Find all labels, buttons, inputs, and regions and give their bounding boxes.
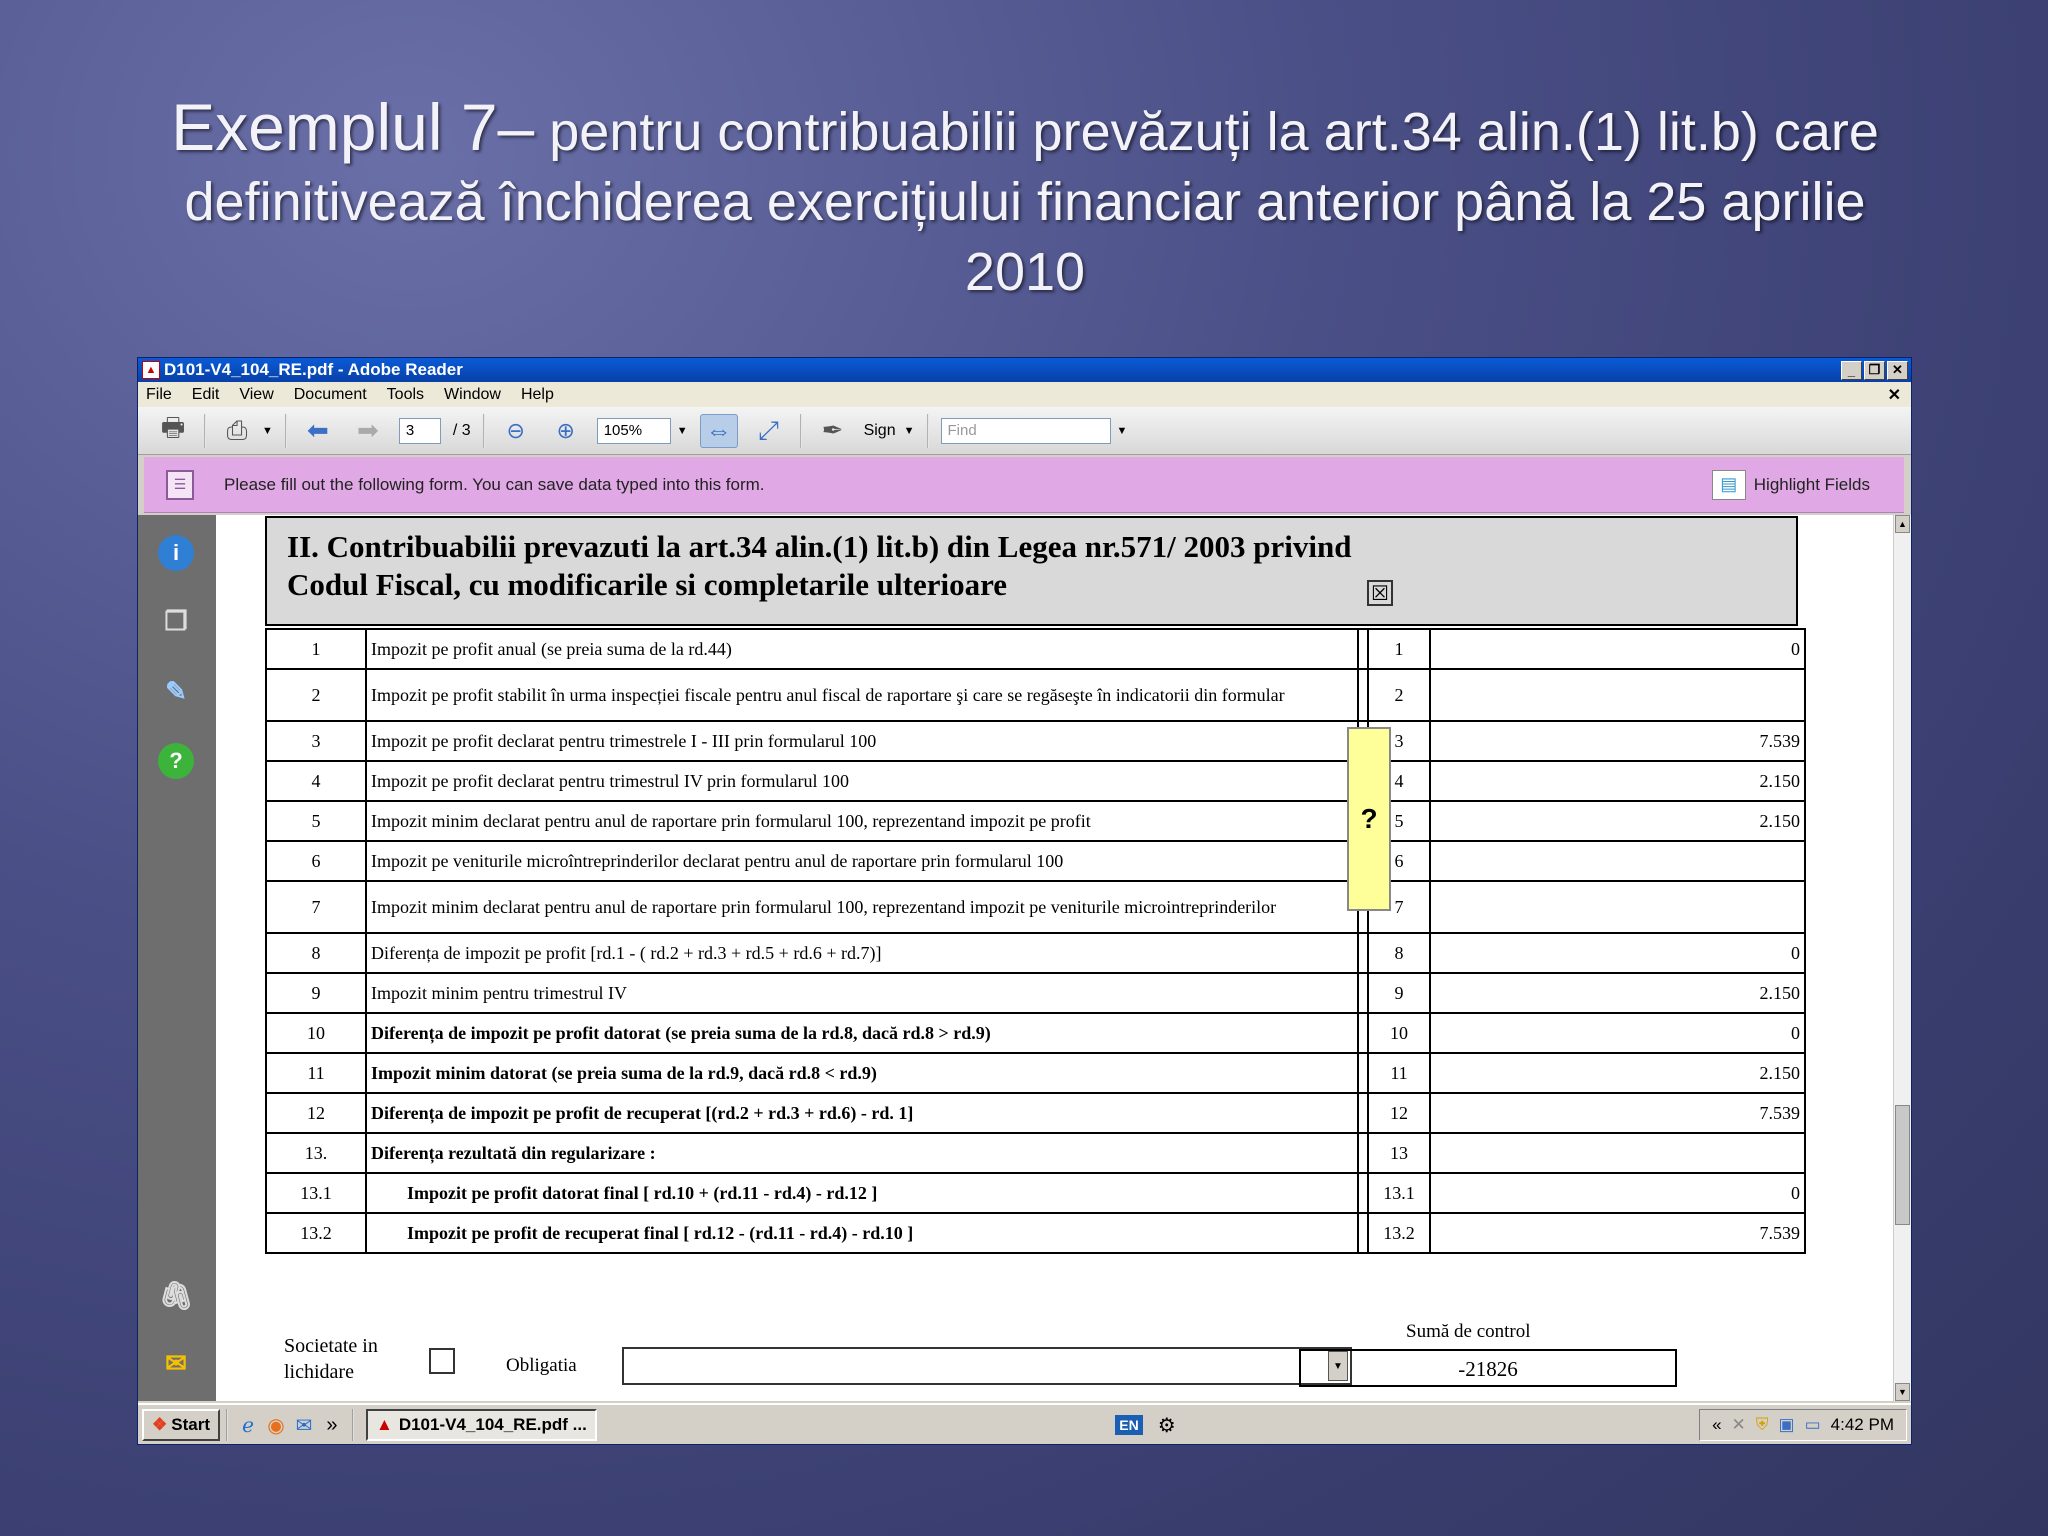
societate-label-2: lichidare [284,1361,354,1383]
display-icon[interactable]: ▣ [1778,1415,1795,1434]
menu-bar [138,382,1911,407]
suma-control-field[interactable]: -21826 [1299,1349,1677,1387]
title-bar [138,358,1911,382]
scroll-down-icon[interactable]: ▼ [1895,1383,1910,1401]
highlight-fields-label: Highlight Fields [1753,474,1870,494]
fit-page-icon[interactable]: ⤢ [758,414,779,445]
quicklaunch-more-icon[interactable]: » [326,1413,338,1436]
row-description: Diferența de impozit pe profit [rd.1 - ( rd.2 + rd.3 + rd.5 + rd.6 + rd.7)] [366,933,1358,973]
next-page-icon[interactable]: ➡ [356,415,379,445]
highlight-fields-button[interactable] [1712,470,1870,500]
row-spacer [1358,629,1368,669]
toolbar-separator [285,414,287,448]
window-title: D101-V4_104_RE.pdf - Adobe Reader [164,360,463,379]
system-tray [1699,1409,1907,1441]
form-message: Please fill out the following form. You can save data typed into this form. [224,474,765,494]
table-row [266,721,1805,761]
row-description: Impozit pe profit de recuperat final [ rd.12 - (rd.11 - rd.4) - rd.10 ] [366,1213,1358,1253]
chevron-down-icon[interactable]: ▼ [903,424,915,437]
table-row [266,761,1805,801]
row-number: 13.2 [266,1213,366,1253]
slide-title [120,92,1930,307]
table-row [266,629,1805,669]
attachments-icon[interactable]: 🖇 [158,1279,194,1311]
table-row [266,1133,1805,1173]
row-code: 6 [1368,841,1430,881]
row-value-field[interactable] [1430,841,1805,881]
toolbar-separator [483,414,485,448]
row-code: 7 [1368,881,1430,933]
start-label: Start [171,1415,210,1434]
row-value-field[interactable]: 2.150 [1430,801,1805,841]
menu-help[interactable]: Help [520,385,554,403]
row-number: 9 [266,973,366,1013]
form-notification-bar [144,457,1904,513]
chevron-down-icon[interactable]: ▼ [262,424,273,437]
form-icon: ☰ [166,470,194,500]
sign-button[interactable]: Sign [863,421,896,439]
row-number: 8 [266,933,366,973]
comments-icon[interactable]: ✉ [165,1347,187,1378]
row-number: 4 [266,761,366,801]
row-spacer [1358,669,1368,721]
row-number: 11 [266,1053,366,1093]
menu-document[interactable]: Document [293,385,367,403]
row-code: 13.1 [1368,1173,1430,1213]
help-tooltip-icon[interactable]: ? [1347,727,1391,911]
zoom-in-icon[interactable]: ⊕ [556,417,575,443]
signatures-icon[interactable]: ✎ [165,675,187,706]
navigation-panel [138,515,216,1401]
document-page [216,515,1896,1401]
row-number: 1 [266,629,366,669]
row-description: Impozit minim pentru trimestrul IV [366,973,1358,1013]
row-description: Impozit pe veniturile microîntreprinderilor declarat pentru anul de raportare prin formularul 100 [366,841,1358,881]
row-description: Impozit pe profit stabilit în urma inspecției fiscale pentru anul fiscal de raportare şi care se regăseşte în indicatorii din formular [366,669,1358,721]
row-number: 6 [266,841,366,881]
table-row [266,1053,1805,1093]
row-value-field[interactable] [1430,1133,1805,1173]
toolbar [138,407,1911,455]
row-number: 2 [266,669,366,721]
row-description: Impozit minim declarat pentru anul de raportare prin formularul 100, reprezentand impozit pe profit [366,801,1358,841]
row-code: 3 [1368,721,1430,761]
row-description: Impozit minim declarat pentru anul de raportare prin formularul 100, reprezentand impozit pe veniturile microintreprinderilor [366,881,1358,933]
row-spacer [1358,1013,1368,1053]
row-code: 11 [1368,1053,1430,1093]
form-table [265,628,1806,1254]
row-spacer [1358,1093,1368,1133]
obligatia-dropdown[interactable] [622,1347,1352,1385]
adobe-reader-window [137,357,1912,1445]
table-row [266,801,1805,841]
row-code: 5 [1368,801,1430,841]
table-row [266,1213,1805,1253]
minimize-button[interactable]: _ [1841,361,1862,380]
suma-control-label: Sumă de control [1406,1321,1531,1342]
row-value-field[interactable]: 7.539 [1430,1213,1805,1253]
societate-lichidare-checkbox[interactable] [429,1348,455,1374]
row-description: Impozit pe profit datorat final [ rd.10 + (rd.11 - rd.4) - rd.12 ] [366,1173,1358,1213]
row-code: 10 [1368,1013,1430,1053]
outlook-icon[interactable]: ✉ [295,1414,313,1437]
zoom-input[interactable]: 105% [597,418,671,444]
row-code: 2 [1368,669,1430,721]
info-icon[interactable]: i [158,535,194,571]
clock: 4:42 PM [1830,1415,1894,1434]
tray-expand-icon[interactable]: « [1712,1415,1722,1434]
help-icon[interactable]: ? [158,743,194,779]
chevron-down-icon[interactable]: ▼ [676,424,688,437]
sign-pen-icon[interactable]: ✒ [821,415,844,445]
table-row [266,933,1805,973]
row-description: Impozit pe profit anual (se preia suma de la rd.44) [366,629,1358,669]
menu-file[interactable]: File [146,385,172,403]
network-icon[interactable]: ✕ [1731,1415,1746,1434]
row-code: 12 [1368,1093,1430,1133]
tools-icon[interactable]: ⚙ [1157,1414,1176,1437]
pdf-icon: ▲ [142,361,160,379]
row-description: Diferența de impozit pe profit de recuperat [(rd.2 + rd.3 + rd.6) - rd. 1] [366,1093,1358,1133]
zoom-out-icon[interactable]: ⊖ [506,417,525,443]
close-button[interactable]: ✕ [1887,361,1908,380]
menu-tools[interactable]: Tools [386,385,425,403]
row-spacer [1358,933,1368,973]
toolbar-separator [927,414,929,448]
row-code: 8 [1368,933,1430,973]
row-value-field[interactable]: 0 [1430,1173,1805,1213]
row-code: 13 [1368,1133,1430,1173]
row-value-field[interactable]: 7.539 [1430,1093,1805,1133]
row-value-field[interactable]: 2.150 [1430,1053,1805,1093]
slide-title-main: Exemplul 7– [171,90,535,164]
taskbar-item-adobe-reader[interactable] [366,1409,597,1441]
table-row [266,973,1805,1013]
row-description: Diferența de impozit pe profit datorat (se preia suma de la rd.8, dacă rd.8 > rd.9) [366,1013,1358,1053]
row-value-field[interactable] [1430,669,1805,721]
highlight-icon: ▤ [1712,470,1746,500]
taskbar-separator [352,1409,354,1441]
menu-view[interactable]: View [239,385,274,403]
row-code: 9 [1368,973,1430,1013]
toolbar-separator [204,414,206,448]
row-description: Diferența rezultată din regularizare : [366,1133,1358,1173]
toolbar-separator [800,414,802,448]
section-checkbox[interactable]: ☒ [1367,580,1393,606]
chevron-down-icon[interactable]: ▼ [1116,424,1128,437]
table-row [266,1093,1805,1133]
table-row [266,881,1805,933]
row-code: 1 [1368,629,1430,669]
chevron-down-icon[interactable]: ▼ [1328,1351,1348,1381]
find-input[interactable]: Find [941,418,1111,444]
row-value-field[interactable]: 2.150 [1430,973,1805,1013]
societate-label-1: Societate in [284,1335,378,1357]
row-number: 13.1 [266,1173,366,1213]
row-number: 3 [266,721,366,761]
row-value-field[interactable] [1430,881,1805,933]
row-description: Impozit minim datorat (se preia suma de la rd.9, dacă rd.8 < rd.9) [366,1053,1358,1093]
page-total: / 3 [452,421,471,439]
table-row [266,669,1805,721]
menu-window[interactable]: Window [444,385,501,403]
row-description: Impozit pe profit declarat pentru trimestrul IV prin formularul 100 [366,761,1358,801]
row-number: 12 [266,1093,366,1133]
table-row [266,1013,1805,1053]
row-spacer [1358,1053,1368,1093]
restore-button[interactable]: ❐ [1864,361,1885,380]
page-number-input[interactable]: 3 [399,418,441,444]
row-value-field[interactable]: 7.539 [1430,721,1805,761]
scroll-up-icon[interactable]: ▲ [1895,515,1910,533]
monitor-icon[interactable]: ▭ [1804,1415,1821,1434]
section-title-line2: Codul Fiscal, cu modificarile si completarile ulterioare [287,567,1008,602]
windows-logo-icon: ❖ [152,1415,168,1434]
menu-edit[interactable]: Edit [191,385,220,403]
row-spacer [1358,973,1368,1013]
language-indicator[interactable]: EN [1115,1415,1142,1435]
row-code: 4 [1368,761,1430,801]
row-number: 13. [266,1133,366,1173]
row-value-field[interactable]: 2.150 [1430,761,1805,801]
firefox-icon[interactable]: ◉ [267,1414,285,1437]
table-row [266,841,1805,881]
table-row [266,1173,1805,1213]
taskbar-separator [226,1409,228,1441]
fit-width-icon[interactable]: ⇔ [700,414,738,448]
security-shield-icon[interactable]: ⛨ [1755,1415,1769,1434]
collaborate-icon[interactable]: ⎙ [226,414,248,445]
row-value-field[interactable]: 0 [1430,933,1805,973]
taskbar [138,1403,1912,1445]
previous-page-icon[interactable]: ⬅ [306,415,329,445]
section-header [265,516,1798,626]
row-description: Impozit pe profit declarat pentru trimestrele I - III prin formularul 100 [366,721,1358,761]
row-spacer [1358,1213,1368,1253]
obligatia-label: Obligatia [506,1355,577,1376]
pdf-icon: ▲ [375,1415,393,1434]
row-number: 10 [266,1013,366,1053]
scroll-thumb[interactable] [1895,1105,1910,1225]
row-spacer [1358,1133,1368,1173]
row-number: 7 [266,881,366,933]
pages-icon[interactable]: ❐ [164,605,188,636]
slide-title-rest: pentru contribuabilii prevăzuți la art.34 alin.(1) lit.b) care definitivează închiderea exercițiului financiar anterior până la 25 aprilie 2010 [184,102,1879,302]
row-spacer [1358,1173,1368,1213]
document-close-icon[interactable]: ✕ [1887,386,1901,404]
section-title-line1: II. Contribuabilii prevazuti la art.34 alin.(1) lit.b) din Legea nr.571/ 2003 privind [287,529,1352,564]
row-value-field[interactable]: 0 [1430,629,1805,669]
row-code: 13.2 [1368,1213,1430,1253]
row-value-field[interactable]: 0 [1430,1013,1805,1053]
vertical-scrollbar[interactable] [1893,515,1911,1401]
internet-explorer-icon[interactable]: ℯ [242,1414,254,1437]
print-icon[interactable]: 🖶 [160,411,186,442]
row-number: 5 [266,801,366,841]
taskbar-item-label: D101-V4_104_RE.pdf ... [398,1415,587,1434]
start-button[interactable] [142,1409,220,1441]
